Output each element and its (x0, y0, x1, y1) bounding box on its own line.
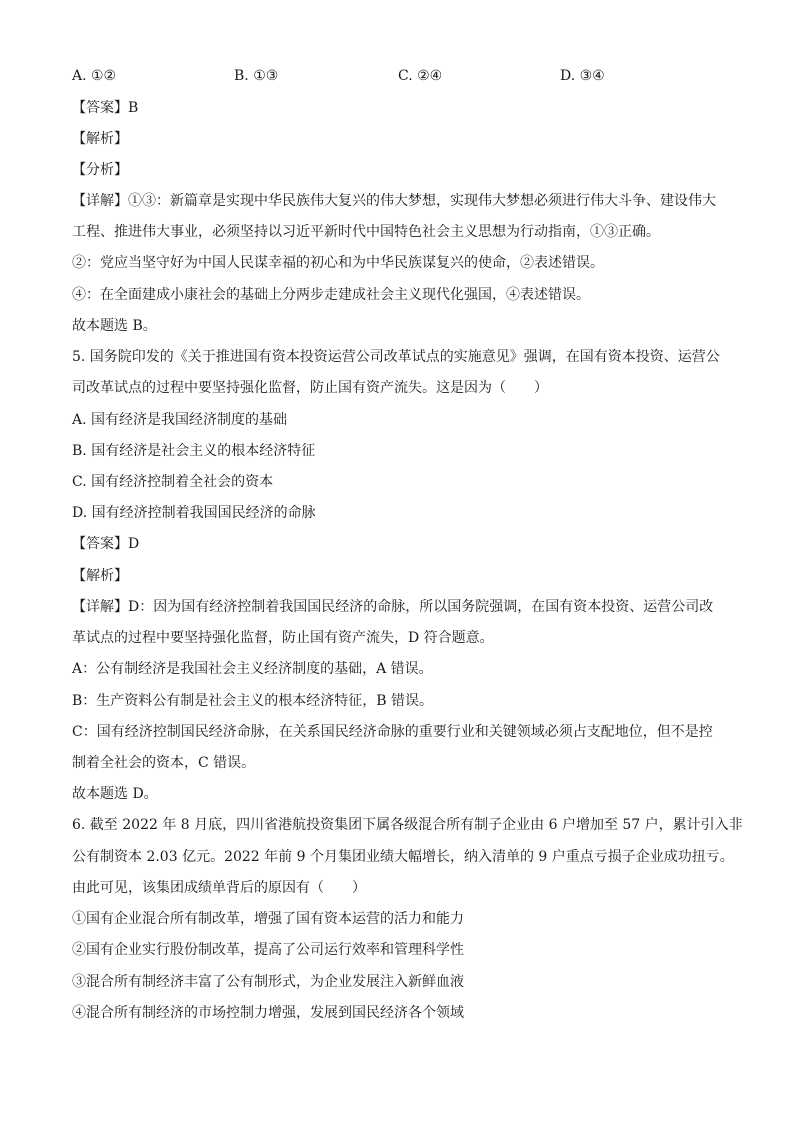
q4-detail-line-1: 【详解】①③：新篇章是实现中华民族伟大复兴的伟大梦想，实现伟大梦想必须进行伟大斗争、建设伟大 (72, 193, 716, 209)
q5-detail-line-6: 制着全社会的资本，C 错误。 (72, 755, 256, 771)
q5-detail-line-5: C：国有经济控制国民经济命脉，在关系国民经济命脉的重要行业和关键领域必须占支配地位，但不是控 (72, 724, 713, 740)
q5-stem-line-2: 司改革试点的过程中要坚持强化监督，防止国有资产流失。这是因为（ ） (72, 380, 548, 396)
q5-option-b: B. 国有经济是社会主义的根本经济特征 (72, 443, 316, 459)
q4-conclusion: 故本题选 B。 (72, 318, 157, 334)
q5-detail-line-1: 【详解】D：因为国有经济控制着我国国民经济的命脉，所以国务院强调，在国有资本投资、运营公司改 (72, 599, 714, 615)
q6-stem-line-2: 公有制资本 2.03 亿元。2022 年前 9 个月集团业绩大幅增长，纳入清单的 9 户重点亏损子企业成功扭亏。 (72, 849, 734, 865)
q4-option-a: A. ①② (72, 68, 117, 84)
q4-analysis-heading: 【解析】 (72, 131, 128, 147)
q6-item-1: ①国有企业混合所有制改革，增强了国有资本运营的活力和能力 (72, 911, 464, 927)
q6-item-2: ②国有企业实行股份制改革，提高了公司运行效率和管理科学性 (72, 942, 464, 958)
q5-option-a: A. 国有经济是我国经济制度的基础 (72, 412, 288, 428)
q5-detail-line-4: B：生产资料公有制是社会主义的根本经济特征，B 错误。 (72, 693, 434, 709)
q5-answer: 【答案】D (72, 536, 140, 552)
q4-option-d: D. ③④ (560, 68, 605, 84)
q6-item-3: ③混合所有制经济丰富了公有制形式，为企业发展注入新鲜血液 (72, 974, 464, 990)
q4-option-b: B. ①③ (234, 68, 279, 84)
q5-detail-line-2: 革试点的过程中要坚持强化监督，防止国有资产流失，D 符合题意。 (72, 630, 494, 646)
q6-stem-line-3: 由此可见，该集团成绩单背后的原因有（ ） (72, 880, 366, 896)
q5-stem-line-1: 5. 国务院印发的《关于推进国有资本投资运营公司改革试点的实施意见》强调，在国有资本投资、运营公 (72, 349, 720, 365)
q6-stem-line-1: 6. 截至 2022 年 8 月底，四川省港航投资集团下属各级混合所有制子企业由 6 户增加至 57 户，累计引入非 (72, 817, 743, 833)
q4-answer: 【答案】B (72, 100, 139, 116)
q5-conclusion: 故本题选 D。 (72, 786, 158, 802)
q5-detail-line-3: A：公有制经济是我国社会主义经济制度的基础，A 错误。 (72, 661, 433, 677)
q4-detail-line-4: ④：在全面建成小康社会的基础上分两步走建成社会主义现代化强国，④表述错误。 (72, 287, 590, 303)
q4-detail-line-2: 工程、推进伟大事业，必须坚持以习近平新时代中国特色社会主义思想为行动指南，①③正确。 (72, 224, 660, 240)
q6-item-4: ④混合所有制经济的市场控制力增强，发展到国民经济各个领域 (72, 1005, 464, 1021)
q5-analysis-heading: 【解析】 (72, 568, 128, 584)
q5-option-d: D. 国有经济控制着我国国民经济的命脉 (72, 505, 316, 521)
q4-option-c: C. ②④ (398, 68, 443, 84)
q4-detail-line-3: ②：党应当坚守好为中国人民谋幸福的初心和为中华民族谋复兴的使命，②表述错误。 (72, 255, 604, 271)
q5-option-c: C. 国有经济控制着全社会的资本 (72, 474, 274, 490)
q4-fenxi-heading: 【分析】 (72, 162, 128, 178)
